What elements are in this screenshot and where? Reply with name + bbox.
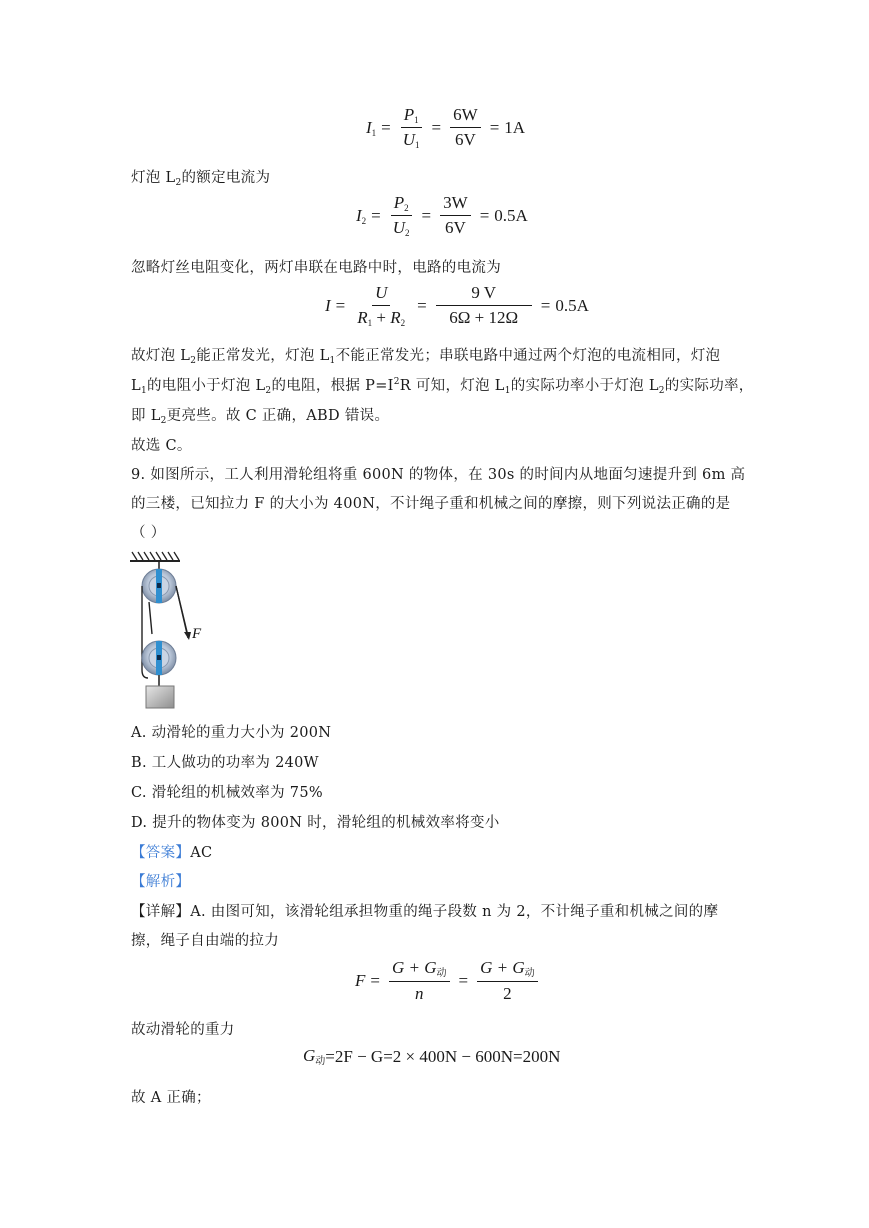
answer-line bbox=[131, 841, 212, 862]
text-series-current: 忽略灯丝电阻变化，两灯串联在电路中时，电路的电流为 bbox=[131, 260, 501, 276]
para-conclusion-line2: $L_1$的电阻小于灯泡 $L_2$的电阻，根据 $P=I^2R$ 可知，灯泡 $L_1$的实际功率小于灯泡 $L_2$的实际功率， bbox=[131, 377, 754, 396]
text-choose-c: 故选 C。 bbox=[131, 438, 192, 454]
movable-pulley bbox=[142, 641, 176, 675]
detail-line1: 【详解】A. 由图可知，该滑轮组承担物重的绳子段数 n 为 2，不计绳子重和机械之间的摩 bbox=[131, 904, 719, 920]
equation-force: F = $\frac{G + G_动}{n}$ = $\frac{G + G_动}{2}$ bbox=[355, 958, 542, 1004]
question-9-line3: （ ） bbox=[131, 525, 166, 541]
ceiling-hatch bbox=[130, 552, 180, 561]
force-arrow bbox=[176, 586, 191, 640]
text-rated-current-l2: 灯泡 $L_2$的额定电流为 bbox=[131, 170, 271, 188]
equation-current-1: $I_1$ = $\frac{P_1}{U_1}$ = $\frac{6W}{6V}$ = 1A bbox=[366, 105, 526, 150]
detail-line2: 擦，绳子自由端的拉力 bbox=[131, 933, 279, 949]
question-9-line2: 的三楼，已知拉力 F 的大小为 400N，不计绳子重和机械之间的摩擦，则下列说法正确的是 bbox=[131, 496, 731, 512]
equation-series-current: I = $\frac{U}{R_1 + R_2}$ = $\frac{9 V}{6\Omega + 12\Omega}$ = 0.5A bbox=[325, 283, 589, 328]
answer-value: AC bbox=[190, 845, 213, 861]
load-block bbox=[146, 686, 174, 708]
option-b: B. 工人做功的功率为 240W bbox=[131, 755, 319, 771]
question-9-line1: 9. 如图所示，工人利用滑轮组将重 600N 的物体，在 30s 的时间内从地面匀速提升到 6m 高 bbox=[131, 467, 746, 483]
analysis-line bbox=[131, 870, 190, 891]
answer-tag: 【答案】 bbox=[131, 845, 191, 861]
pulley-system-figure bbox=[128, 550, 212, 712]
force-label: F bbox=[192, 626, 202, 642]
equation-pulley-weight: $G_动$ =2F − G=2 × 400N − 600N=200N bbox=[303, 1046, 561, 1067]
analysis-tag: 【解析】 bbox=[131, 874, 191, 890]
text-pulley-weight: 故动滑轮的重力 bbox=[131, 1022, 235, 1038]
para-conclusion-line1: 故灯泡 $L_2$能正常发光，灯泡 $L_1$不能正常发光；串联电路中通过两个灯泡的电流相同，灯泡 bbox=[131, 348, 721, 366]
detail-tag: 【详解】 bbox=[131, 904, 191, 920]
option-c: C. 滑轮组的机械效率为 75% bbox=[131, 785, 323, 801]
fixed-pulley bbox=[142, 569, 176, 603]
option-a: A. 动滑轮的重力大小为 200N bbox=[131, 725, 332, 741]
equation-current-2: $I_2$ = $\frac{P_2}{U_2}$ = $\frac{3W}{6V}$ = 0.5A bbox=[356, 193, 528, 238]
para-conclusion-line3: 即 $L_2$更亮些。故 C 正确，ABD 错误。 bbox=[131, 408, 390, 426]
option-d: D. 提升的物体变为 800N 时，滑轮组的机械效率将变小 bbox=[131, 815, 500, 831]
text-a-correct: 故 A 正确； bbox=[131, 1090, 211, 1106]
